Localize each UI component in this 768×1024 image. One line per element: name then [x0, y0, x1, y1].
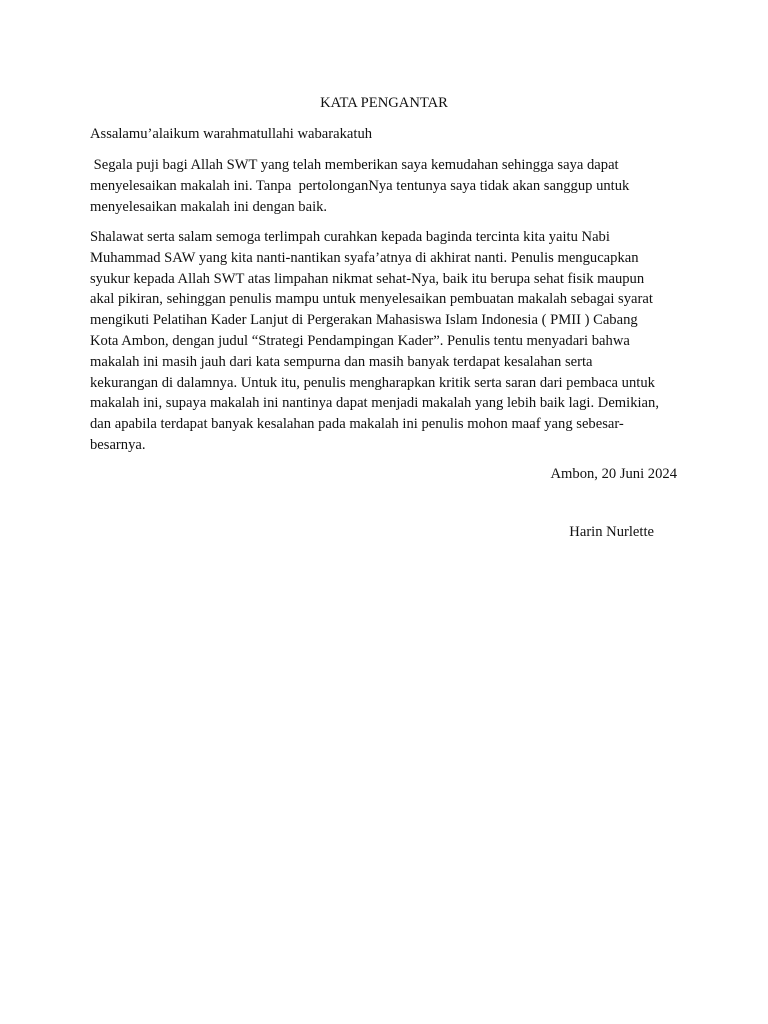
- document-title: KATA PENGANTAR: [320, 95, 448, 111]
- paragraph-line: akal pikiran, sehinggan penulis mampu untuk menyelesaikan pembuatan makalah sebagai syarat: [90, 291, 653, 308]
- paragraph-body: [90, 227, 690, 456]
- place-date: Ambon, 20 Juni 2024: [550, 466, 677, 482]
- paragraph-line: syukur kepada Allah SWT atas limpahan nikmat sehat-Nya, baik itu berupa sehat fisik maupun: [90, 270, 645, 287]
- paragraph-line: mengikuti Pelatihan Kader Lanjut di Pergerakan Mahasiswa Islam Indonesia ( PMII ) Cabang: [90, 312, 638, 329]
- paragraph-line: dan apabila terdapat banyak kesalahan pada makalah ini penulis mohon maaf yang sebesar-: [90, 416, 624, 433]
- paragraph-line: menyelesaikan makalah ini dengan baik.: [90, 198, 328, 215]
- paragraph-line: Muhammad SAW yang kita nanti-nantikan syafa’atnya di akhirat nanti. Penulis mengucapkan: [90, 249, 639, 266]
- paragraph-line: besarnya.: [90, 436, 146, 453]
- paragraph-line: makalah ini, supaya makalah ini nantinya dapat menjadi makalah yang lebih baik lagi. Demikian,: [90, 395, 659, 412]
- paragraph-line: kekurangan di dalamnya. Untuk itu, penulis mengharapkan kritik serta saran dari pembaca untuk: [90, 374, 655, 391]
- author-name: Harin Nurlette: [569, 524, 654, 540]
- paragraph-intro: [90, 155, 690, 217]
- greeting: Assalamu’alaikum warahmatullahi wabarakatuh: [90, 126, 373, 142]
- paragraph-line: Segala puji bagi Allah SWT yang telah memberikan saya kemudahan sehingga saya dapat: [90, 157, 619, 173]
- paragraph-line: Kota Ambon, dengan judul “Strategi Pendampingan Kader”. Penulis tentu menyadari bahwa: [90, 332, 630, 349]
- paragraph-line: Shalawat serta salam semoga terlimpah curahkan kepada baginda tercinta kita yaitu Nabi: [90, 229, 610, 245]
- paragraph-line: makalah ini masih jauh dari kata sempurna dan masih banyak terdapat kesalahan serta: [90, 353, 593, 370]
- paragraph-line: menyelesaikan makalah ini. Tanpa pertolonganNya tentunya saya tidak akan sanggup untuk: [90, 177, 630, 194]
